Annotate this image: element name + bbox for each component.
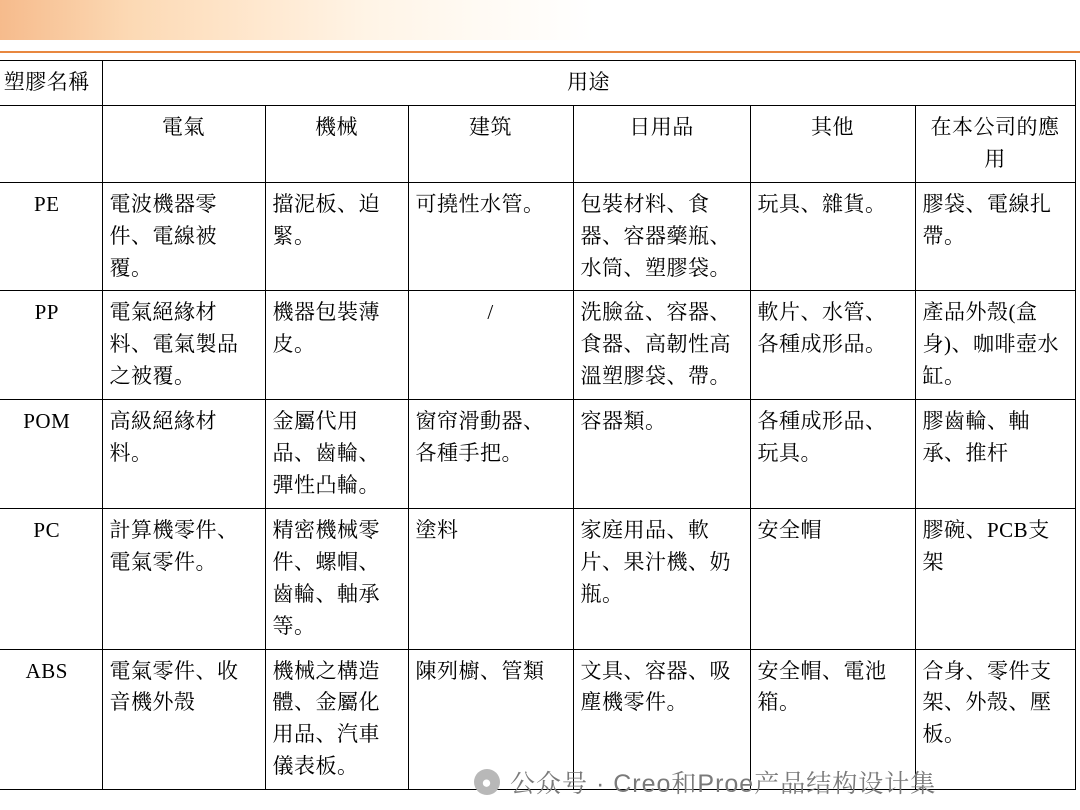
cell-daily-goods: 容器類。 bbox=[573, 400, 750, 509]
cell-company-application: 產品外殼(盒身)、咖啡壺水缸。 bbox=[915, 291, 1075, 400]
header-cell-electrical: 電氣 bbox=[102, 105, 265, 182]
cell-electrical: 電氣絕緣材料、電氣製品之被覆。 bbox=[102, 291, 265, 400]
cell-construction: / bbox=[408, 291, 573, 400]
header-cell-construction: 建筑 bbox=[408, 105, 573, 182]
header-cell-usage: 用途 bbox=[102, 61, 1075, 106]
cell-others: 軟片、水管、各種成形品。 bbox=[750, 291, 915, 400]
cell-daily-goods: 包裝材料、食器、容器藥瓶、水筒、塑膠袋。 bbox=[573, 182, 750, 291]
watermark-text: 公众号 · Creo和Proe产品结构设计集 bbox=[510, 770, 937, 798]
cell-mechanical: 精密機械零件、螺帽、齒輪、軸承等。 bbox=[265, 508, 408, 649]
cell-others: 安全帽、電池箱。 bbox=[750, 649, 915, 790]
cell-daily-goods: 家庭用品、軟片、果汁機、奶瓶。 bbox=[573, 508, 750, 649]
table-header-row-2 bbox=[0, 105, 1075, 182]
table-header-row-1 bbox=[0, 61, 1075, 106]
cell-electrical: 計算機零件、電氣零件。 bbox=[102, 508, 265, 649]
wechat-icon: ● bbox=[474, 769, 500, 795]
cell-mechanical: 機器包裝薄皮。 bbox=[265, 291, 408, 400]
cell-daily-goods: 洗臉盆、容器、食器、高韌性高溫塑膠袋、帶。 bbox=[573, 291, 750, 400]
row-material-name: POM bbox=[0, 400, 102, 509]
cell-others: 各種成形品、玩具。 bbox=[750, 400, 915, 509]
cell-company-application: 膠袋、電線扎帶。 bbox=[915, 182, 1075, 291]
row-material-name: PC bbox=[0, 508, 102, 649]
table-row bbox=[0, 291, 1075, 400]
cell-construction: 陳列櫥、管類 bbox=[408, 649, 573, 790]
cell-electrical: 電氣零件、收音機外殼 bbox=[102, 649, 265, 790]
header-cell-others: 其他 bbox=[750, 105, 915, 182]
cell-construction: 可撓性水管。 bbox=[408, 182, 573, 291]
header-cell-material-name: 塑膠名稱 bbox=[0, 61, 102, 106]
cell-company-application: 膠齒輪、軸承、推杆 bbox=[915, 400, 1075, 509]
cell-daily-goods: 文具、容器、吸塵機零件。 bbox=[573, 649, 750, 790]
header-cell-blank bbox=[0, 105, 102, 182]
cell-mechanical: 機械之構造體、金屬化用品、汽車儀表板。 bbox=[265, 649, 408, 790]
table-row bbox=[0, 182, 1075, 291]
cell-construction: 窗帘滑動器、各種手把。 bbox=[408, 400, 573, 509]
cell-company-application: 膠碗、PCB支架 bbox=[915, 508, 1075, 649]
cell-construction: 塗料 bbox=[408, 508, 573, 649]
cell-others: 安全帽 bbox=[750, 508, 915, 649]
table-row bbox=[0, 508, 1075, 649]
header-accent-rule bbox=[0, 51, 1080, 53]
header-cell-daily-goods: 日用品 bbox=[573, 105, 750, 182]
watermark bbox=[474, 764, 936, 800]
cell-others: 玩具、雜貨。 bbox=[750, 182, 915, 291]
cell-company-application: 合身、零件支架、外殼、壓板。 bbox=[915, 649, 1075, 790]
row-material-name: PE bbox=[0, 182, 102, 291]
cell-electrical: 高級絕緣材料。 bbox=[102, 400, 265, 509]
cell-mechanical: 金屬代用品、齒輪、彈性凸輪。 bbox=[265, 400, 408, 509]
plastics-usage-table bbox=[0, 60, 1076, 790]
table-row bbox=[0, 400, 1075, 509]
row-material-name: ABS bbox=[0, 649, 102, 790]
header-cell-mechanical: 機械 bbox=[265, 105, 408, 182]
row-material-name: PP bbox=[0, 291, 102, 400]
header-cell-company-application: 在本公司的應用 bbox=[915, 105, 1075, 182]
cell-mechanical: 擋泥板、迫緊。 bbox=[265, 182, 408, 291]
cell-electrical: 電波機器零件、電線被覆。 bbox=[102, 182, 265, 291]
